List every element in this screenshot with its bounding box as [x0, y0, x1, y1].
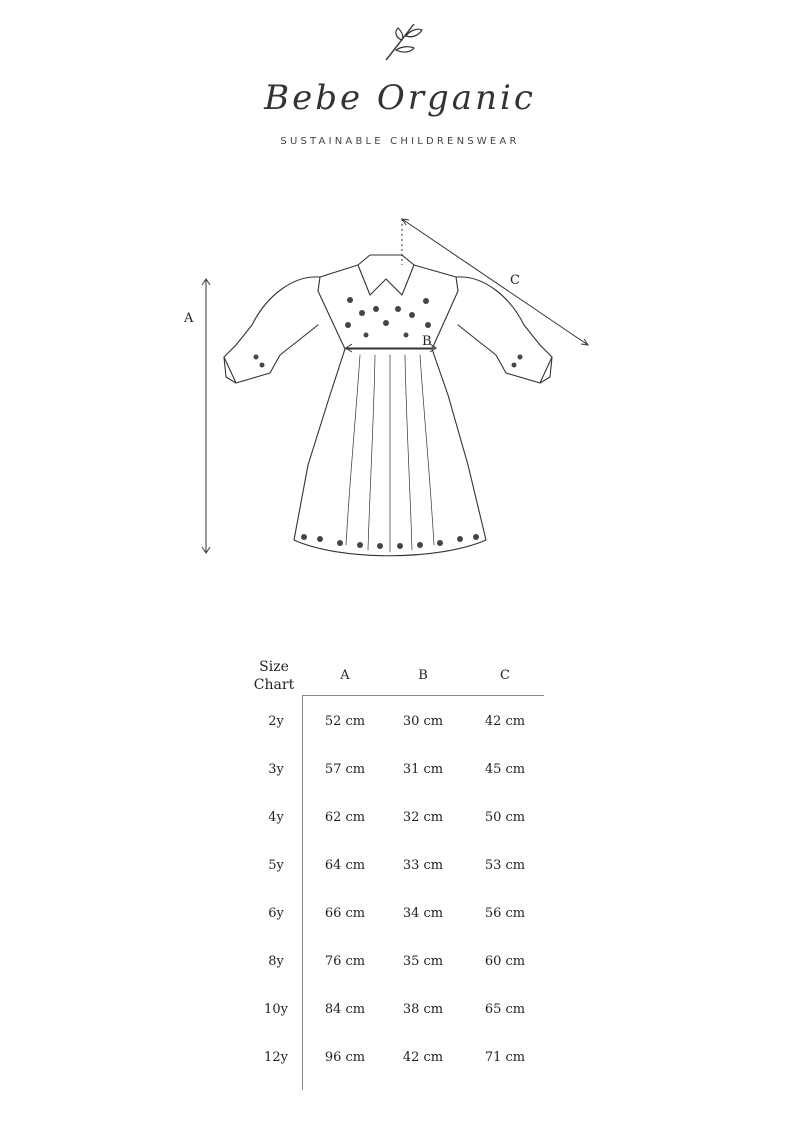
measure-b-cell: 33 cm	[402, 858, 444, 873]
dress-right-sleeve	[456, 277, 552, 383]
measure-a-cell: 64 cm	[324, 858, 366, 873]
dimension-a-label: A	[184, 311, 194, 326]
table-row	[240, 714, 560, 734]
column-header-c: C	[500, 668, 510, 683]
size-cell: 5y	[268, 858, 284, 873]
size-cell: 8y	[268, 954, 284, 969]
table-row	[240, 954, 560, 974]
size-cell: 2y	[268, 714, 284, 729]
table-row	[240, 1002, 560, 1022]
measure-b-cell: 42 cm	[402, 1050, 444, 1065]
size-chart-title-line2: Chart	[253, 677, 295, 693]
table-row	[240, 858, 560, 878]
size-cell: 4y	[268, 810, 284, 825]
dress-collar	[358, 255, 414, 295]
measure-a-cell: 57 cm	[324, 762, 366, 777]
dimension-b-label: B	[422, 334, 432, 349]
brand-name: Bebe Organic	[264, 78, 536, 118]
measure-c-cell: 53 cm	[484, 858, 526, 873]
measure-b-cell: 34 cm	[402, 906, 444, 921]
measure-a-cell: 76 cm	[324, 954, 366, 969]
size-column-divider	[302, 695, 303, 1090]
size-cell: 12y	[264, 1050, 288, 1065]
measure-c-cell: 56 cm	[484, 906, 526, 921]
measure-c-cell: 60 cm	[484, 954, 526, 969]
measure-b-cell: 32 cm	[402, 810, 444, 825]
measure-a-cell: 84 cm	[324, 1002, 366, 1017]
leaf-sprig-icon	[380, 20, 426, 62]
measure-c-cell: 45 cm	[484, 762, 526, 777]
dress-left-sleeve	[224, 277, 320, 383]
size-chart	[240, 652, 560, 1092]
size-cell: 10y	[264, 1002, 288, 1017]
size-cell: 3y	[268, 762, 284, 777]
measure-a-cell: 96 cm	[324, 1050, 366, 1065]
table-row	[240, 1050, 560, 1070]
dress-bodice	[318, 265, 458, 349]
table-row	[240, 762, 560, 782]
table-row	[240, 810, 560, 830]
measure-a-cell: 66 cm	[324, 906, 366, 921]
measure-a-cell: 52 cm	[324, 714, 366, 729]
measure-c-cell: 71 cm	[484, 1050, 526, 1065]
size-cell: 6y	[268, 906, 284, 921]
column-header-a: A	[340, 668, 350, 683]
dimension-c-label: C	[510, 273, 520, 288]
size-chart-title-line1: Size	[259, 659, 289, 675]
measure-b-cell: 30 cm	[402, 714, 444, 729]
size-chart-title	[248, 658, 300, 694]
dress-diagram	[170, 205, 610, 585]
measure-a-cell: 62 cm	[324, 810, 366, 825]
measure-b-cell: 38 cm	[402, 1002, 444, 1017]
brand-tagline: SUSTAINABLE CHILDRENSWEAR	[280, 136, 520, 147]
measure-c-cell: 42 cm	[484, 714, 526, 729]
header-divider	[302, 695, 544, 696]
column-header-b: B	[418, 668, 428, 683]
measure-c-cell: 65 cm	[484, 1002, 526, 1017]
measure-b-cell: 31 cm	[402, 762, 444, 777]
table-row	[240, 906, 560, 926]
measure-b-cell: 35 cm	[402, 954, 444, 969]
measure-c-cell: 50 cm	[484, 810, 526, 825]
